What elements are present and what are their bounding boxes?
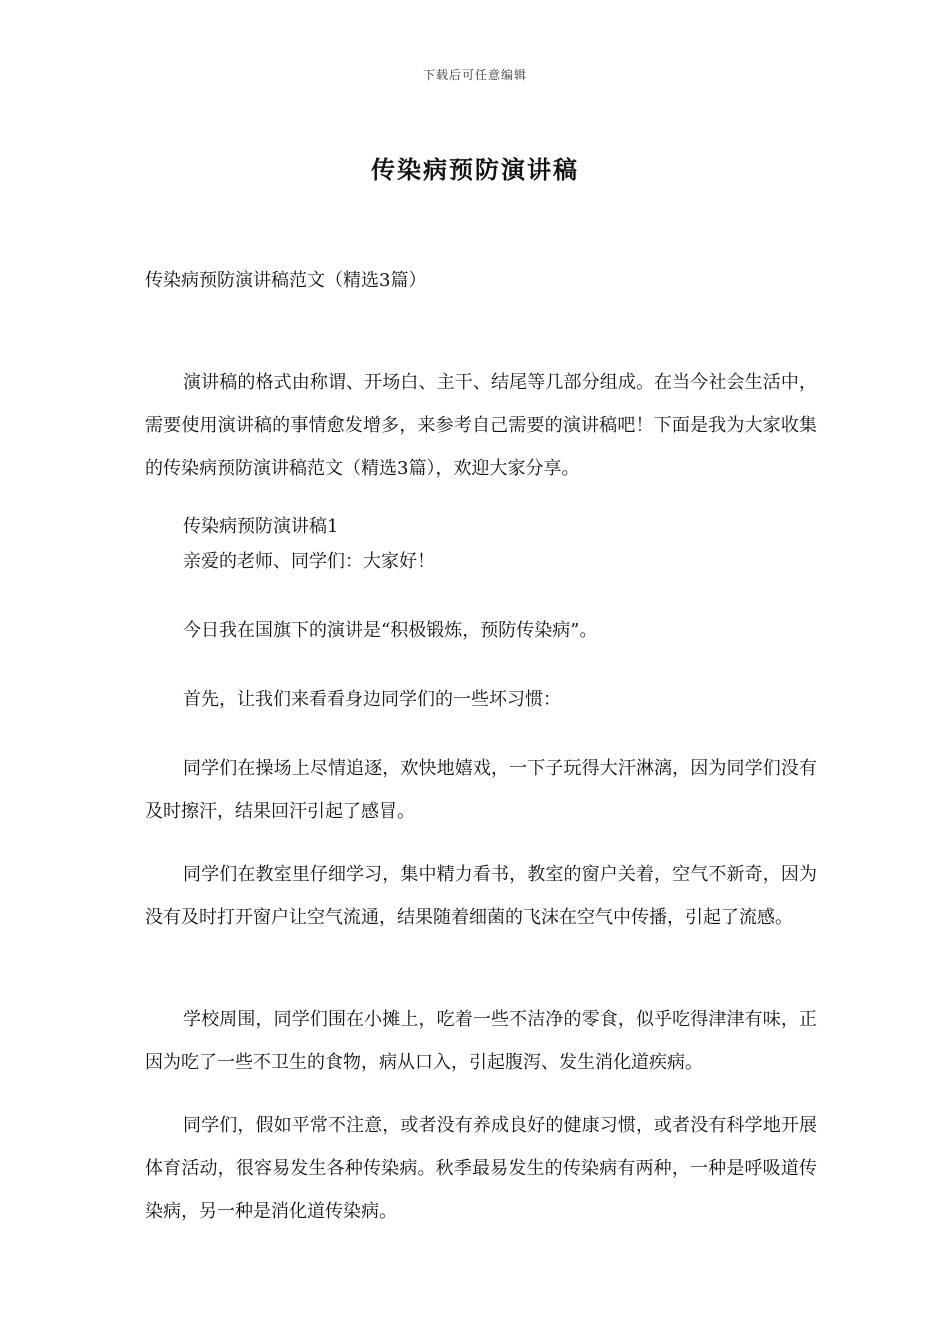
paragraph-greeting: 亲爱的老师、同学们：大家好！ — [183, 551, 435, 572]
paragraph-habits-intro: 首先，让我们来看看身边同学们的一些坏习惯： — [183, 689, 561, 710]
document-subtitle: 传染病预防演讲稿范文（精选3篇） — [145, 270, 427, 291]
header-note: 下载后可任意编辑 — [422, 68, 527, 82]
document-title: 传染病预防演讲稿 — [371, 155, 579, 184]
paragraph-habit-1: 同学们在操场上尽情追逐，欢快地嬉戏，一下子玩得大汗淋漓，因为同学们没有及时擦汗，结果回汗引起了感冒。 — [145, 758, 817, 822]
paragraph-intro: 演讲稿的格式由称谓、开场白、主干、结尾等几部分组成。在当今社会生活中，需要使用演讲稿的事情愈发增多，来参考自己需要的演讲稿吧！下面是我为大家收集的传染病预防演讲稿范文（精选3篇），欢迎大家分享。 — [145, 372, 817, 479]
speech-heading: 传染病预防演讲稿1 — [183, 516, 339, 537]
paragraph-habit-2: 同学们在教室里仔细学习，集中精力看书，教室的窗户关着，空气不新奇，因为没有及时打开窗户让空气流通，结果随着细菌的飞沫在空气中传播，引起了流感。 — [145, 864, 817, 928]
paragraph-habit-3: 学校周围，同学们围在小摊上，吃着一些不洁净的零食，似乎吃得津津有味，正因为吃了一些不卫生的食物，病从口入，引起腹泻、发生消化道疾病。 — [145, 1009, 817, 1073]
paragraph-topic: 今日我在国旗下的演讲是“积极锻炼，预防传染病”。 — [183, 620, 598, 641]
paragraph-conclusion: 同学们，假如平常不注意，或者没有养成良好的健康习惯，或者没有科学地开展体育活动，很容易发生各种传染病。秋季最易发生的传染病有两种，一种是呼吸道传染病，另一种是消化道传染病。 — [145, 1115, 817, 1222]
